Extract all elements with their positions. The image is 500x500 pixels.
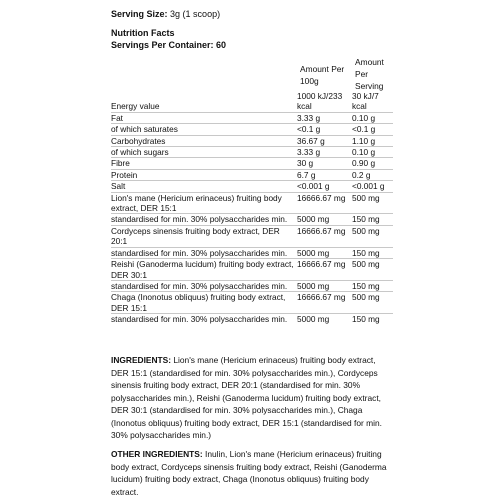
serving-size bbox=[111, 9, 220, 20]
amount-per-100g: 3.33 g bbox=[297, 112, 352, 123]
nutrient-label: of which saturates bbox=[111, 124, 297, 135]
amount-per-100g: 6.7 g bbox=[297, 169, 352, 180]
amount-per-serving: <0.1 g bbox=[352, 124, 393, 135]
amount-per-serving: 150 mg bbox=[352, 214, 393, 225]
nutrient-label: Salt bbox=[111, 181, 297, 192]
serving-size-label: Serving Size: bbox=[111, 9, 168, 19]
amount-per-100g: 36.67 g bbox=[297, 135, 352, 146]
amount-per-serving: 500 mg bbox=[352, 192, 393, 214]
amount-per-100g: 30 g bbox=[297, 158, 352, 169]
column-header-per-100g: Amount Per 100g bbox=[300, 64, 345, 86]
amount-per-serving: 0.10 g bbox=[352, 147, 393, 158]
nutrient-label: Reishi (Ganoderma lucidum) fruiting body extract, DER 30:1 bbox=[111, 259, 297, 281]
amount-per-100g: 16666.67 mg bbox=[297, 292, 352, 314]
nutrition-row bbox=[111, 169, 393, 180]
nutrition-row bbox=[111, 247, 393, 258]
ingredients-paragraph bbox=[111, 354, 393, 442]
amount-per-serving: 150 mg bbox=[352, 314, 393, 325]
amount-per-serving: 150 mg bbox=[352, 280, 393, 291]
nutrient-label: standardised for min. 30% polysaccharides min. bbox=[111, 247, 297, 258]
amount-per-100g: 16666.67 mg bbox=[297, 192, 352, 214]
servings-per-container-value: 60 bbox=[216, 40, 227, 50]
amount-per-serving: 500 mg bbox=[352, 225, 393, 247]
amount-per-100g: 5000 mg bbox=[297, 314, 352, 325]
amount-per-100g: 5000 mg bbox=[297, 247, 352, 258]
other-ingredients-paragraph bbox=[111, 448, 393, 498]
nutrition-row bbox=[111, 259, 393, 281]
amount-per-serving: 0.2 g bbox=[352, 169, 393, 180]
nutrition-row bbox=[111, 314, 393, 325]
nutrition-row bbox=[111, 158, 393, 169]
amount-per-serving: 0.90 g bbox=[352, 158, 393, 169]
nutrient-label: Energy value bbox=[111, 101, 160, 112]
amount-per-100g: 16666.67 mg bbox=[297, 225, 352, 247]
nutrition-facts-title: Nutrition Facts bbox=[111, 28, 175, 38]
ingredients-text: Lion's mane (Hericium erinaceus) fruiting body extract, DER 15:1 (standardised for min. 30% polysaccharides min.), Cordyceps sinensis fruiting body extract, DER 20:1 (standardised for min. 30% polysaccharides min.), Reishi (Ganoderma lucidum) fruiting body extract, DER 30:1 (standardised for min. 30% polysaccharides min.), Chaga (Inonotus obliquus) fruiting body extract, DER 15:1 (standardised for min. 30% polysaccharides min.) bbox=[111, 355, 382, 440]
amount-per-serving: 150 mg bbox=[352, 247, 393, 258]
amount-per-100g: 16666.67 mg bbox=[297, 259, 352, 281]
nutrition-row bbox=[111, 192, 393, 214]
nutrient-label: standardised for min. 30% polysaccharides min. bbox=[111, 214, 297, 225]
amount-per-serving: 500 mg bbox=[352, 259, 393, 281]
nutrient-label: Cordyceps sinensis fruiting body extract, DER 20:1 bbox=[111, 225, 297, 247]
amount-per-100g: 3.33 g bbox=[297, 147, 352, 158]
nutrient-label: Chaga (Inonotus obliquus) fruiting body extract, DER 15:1 bbox=[111, 292, 297, 314]
nutrient-label: standardised for min. 30% polysaccharides min. bbox=[111, 280, 297, 291]
other-ingredients-text: Inulin, Lion's mane (Hericium erinaceus) fruiting body extract, Cordyceps sinensis fruiting body extract, Reishi (Ganoderma lucidum) fruiting body extract, Chaga (Inonotus obliquus) fruiting body extract. bbox=[111, 449, 387, 497]
nutrition-row bbox=[111, 124, 393, 135]
amount-per-100g: 5000 mg bbox=[297, 280, 352, 291]
amount-per-serving: 30 kJ/7 kcal bbox=[352, 91, 379, 112]
other-ingredients-label: OTHER INGREDIENTS: bbox=[111, 449, 203, 459]
nutrition-row bbox=[111, 135, 393, 146]
nutrition-row bbox=[111, 214, 393, 225]
nutrition-table bbox=[111, 91, 393, 325]
amount-per-100g: 1000 kJ/233 kcal bbox=[297, 91, 343, 112]
nutrition-row bbox=[111, 181, 393, 192]
nutrition-row bbox=[111, 292, 393, 314]
nutrient-label: of which sugars bbox=[111, 147, 297, 158]
nutrition-row bbox=[111, 225, 393, 247]
amount-per-100g: <0.1 g bbox=[297, 124, 352, 135]
nutrition-row bbox=[111, 280, 393, 291]
amount-per-100g: 5000 mg bbox=[297, 214, 352, 225]
amount-per-serving: <0.001 g bbox=[352, 181, 393, 192]
nutrient-label: Lion's mane (Hericium erinaceus) fruiting body extract, DER 15:1 bbox=[111, 192, 297, 214]
amount-per-serving: 0.10 g bbox=[352, 112, 393, 123]
servings-per-container-label: Servings Per Container: bbox=[111, 40, 214, 50]
amount-per-serving: 1.10 g bbox=[352, 135, 393, 146]
column-header-per-serving: Amount Per Serving bbox=[355, 57, 384, 91]
servings-per-container bbox=[111, 40, 226, 51]
nutrition-row bbox=[111, 147, 393, 158]
serving-size-value: 3g (1 scoop) bbox=[170, 9, 221, 19]
nutrient-label: standardised for min. 30% polysaccharides min. bbox=[111, 314, 297, 325]
amount-per-100g: <0.001 g bbox=[297, 181, 352, 192]
ingredients-label: INGREDIENTS: bbox=[111, 355, 172, 365]
nutrient-label: Fat bbox=[111, 112, 297, 123]
nutrition-row bbox=[111, 91, 393, 112]
nutrient-label: Fibre bbox=[111, 158, 297, 169]
nutrient-label: Carbohydrates bbox=[111, 135, 297, 146]
nutrition-row bbox=[111, 112, 393, 123]
nutrient-label: Protein bbox=[111, 169, 297, 180]
amount-per-serving: 500 mg bbox=[352, 292, 393, 314]
